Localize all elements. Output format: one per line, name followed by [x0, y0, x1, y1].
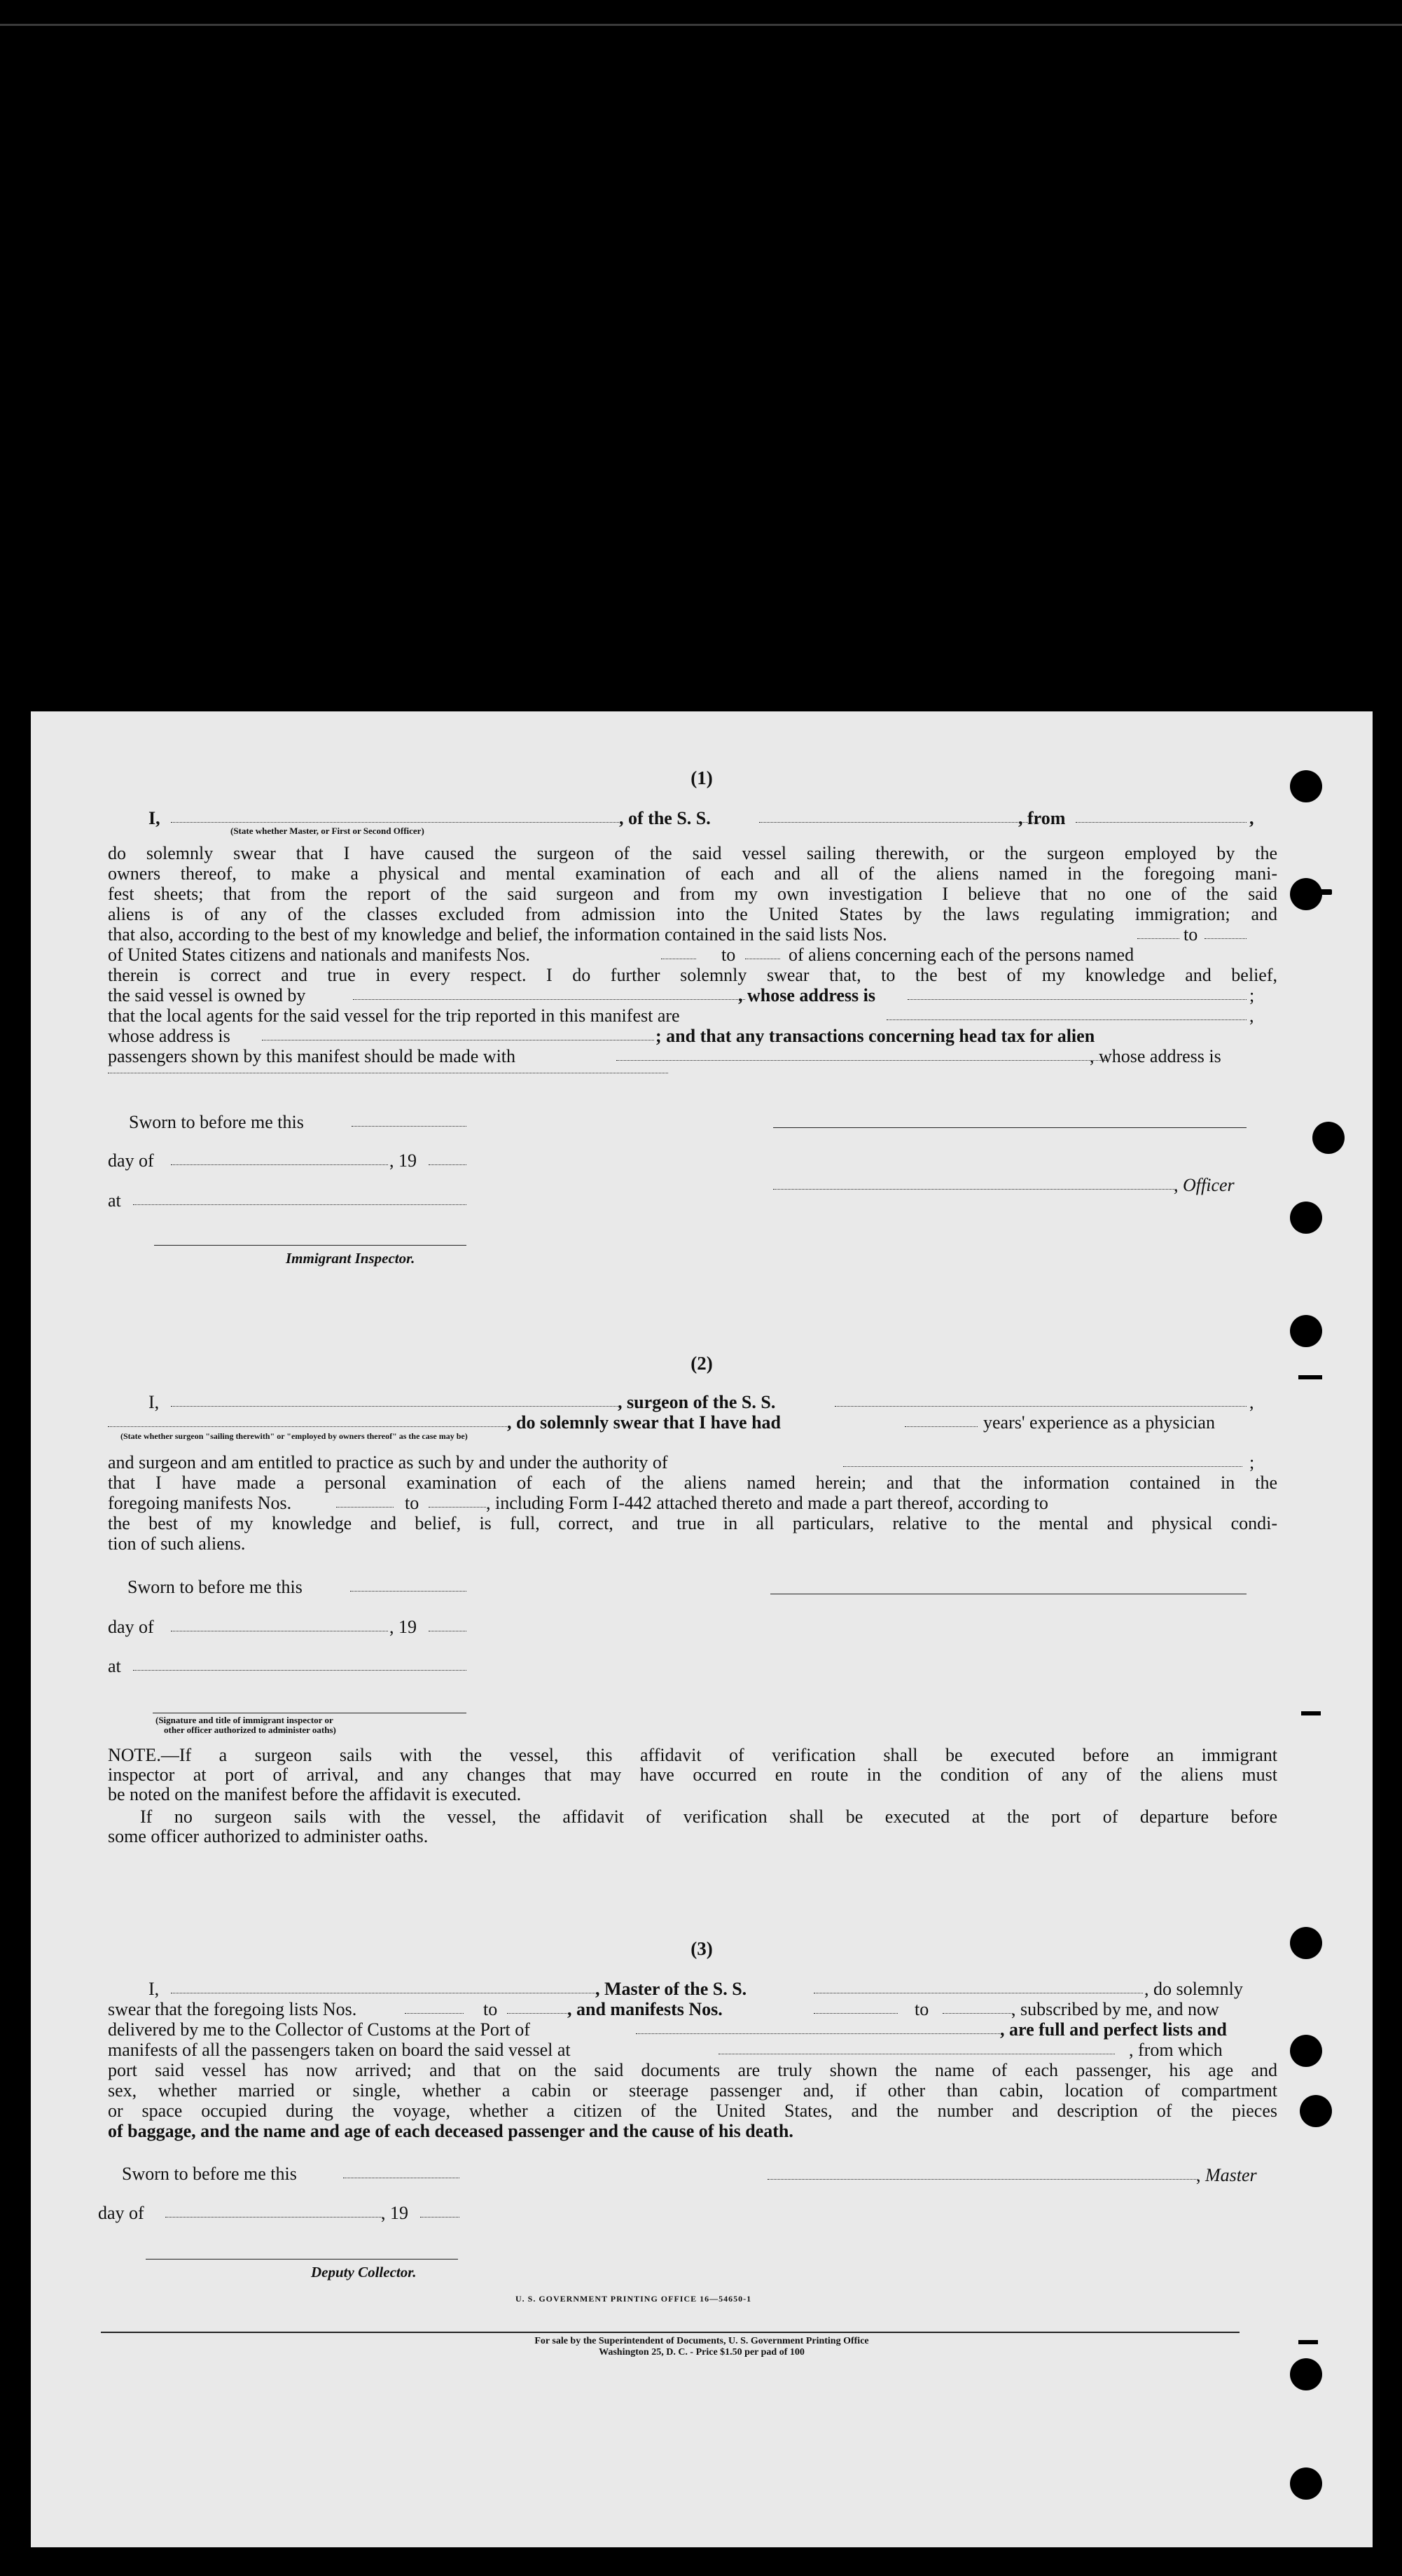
- s1-para-line: aliens is of any of the classes excluded from admission into the United States by the laws regulating immigration; and: [108, 904, 1277, 924]
- s3-deputy-label: Deputy Collector.: [311, 2264, 417, 2281]
- s1-at-blank[interactable]: [133, 1204, 466, 1205]
- s3-and-manifests: , and manifests Nos.: [567, 1999, 723, 2019]
- printing-office-line: U. S. GOVERNMENT PRINTING OFFICE 16—54650-1: [515, 2294, 752, 2304]
- s1-semicolon: ;: [1249, 985, 1255, 1005]
- s2-year: , 19: [389, 1617, 417, 1637]
- s3-to2: to: [915, 1999, 929, 2019]
- punch-hole: [1290, 2358, 1322, 2390]
- s1-owner-address-blank[interactable]: [908, 999, 1247, 1000]
- s2-to: to: [405, 1493, 419, 1513]
- s1-officer-blank[interactable]: [171, 822, 619, 823]
- s1-comma: ,: [1249, 808, 1254, 828]
- s2-para-line: foregoing manifests Nos.: [108, 1493, 292, 1513]
- s1-para-line: that the local agents for the said vessel for the trip reported in this manifest are: [108, 1005, 680, 1026]
- s3-solemnly: , do solemnly: [1144, 1979, 1243, 1999]
- s2-vessel-blank[interactable]: [835, 1406, 1247, 1407]
- punch-hole: [1290, 1202, 1322, 1234]
- s3-year-blank[interactable]: [420, 2217, 459, 2218]
- s1-year-blank[interactable]: [429, 1164, 466, 1165]
- s2-years-blank[interactable]: [905, 1426, 978, 1427]
- s2-at-blank[interactable]: [133, 1670, 466, 1671]
- s3-para-line: sex, whether married or single, whether a cabin or steerage passenger and, if other than cabin, location of compartment: [108, 2080, 1277, 2101]
- s3-para-line: swear that the foregoing lists Nos.: [108, 1999, 357, 2019]
- s2-para-line: the best of my knowledge and belief, is full, correct, and true in all particulars, relative to the mental and physical condi-: [108, 1513, 1277, 1533]
- scan-top-edge: [0, 24, 1402, 26]
- s1-head-tax-blank[interactable]: [616, 1060, 1106, 1061]
- s1-of-ss: , of the S. S.: [619, 808, 711, 828]
- s1-para-line: do solemnly swear that I have caused the surgeon of the said vessel sailing therewith, or the surgeon employed by the: [108, 843, 1277, 863]
- s3-master-ss: , Master of the S. S.: [595, 1979, 747, 1999]
- s3-perfect-lists: , are full and perfect lists and: [1000, 2019, 1227, 2040]
- s3-day-blank[interactable]: [165, 2217, 382, 2218]
- s1-para-line: fest sheets; that from the report of the said surgeon and from my own investigation I believe that no one of the said: [108, 884, 1277, 904]
- s2-note-line: inspector at port of arrival, and any changes that may have occurred en route in the condition of any of the aliens must: [108, 1764, 1277, 1785]
- s2-sworn-blank[interactable]: [350, 1591, 466, 1592]
- punch-hole: [1290, 2035, 1322, 2067]
- punch-hole: [1290, 1315, 1322, 1347]
- s1-lists-to-blank[interactable]: [1205, 938, 1247, 939]
- s1-inspector-line[interactable]: [154, 1245, 466, 1246]
- s2-name-blank[interactable]: [171, 1406, 619, 1407]
- s3-port-blank[interactable]: [636, 2033, 1000, 2034]
- s3-para-line: of baggage, and the name and age of each deceased passenger and the cause of his death.: [108, 2121, 793, 2141]
- s3-subscribed: , subscribed by me, and now: [1011, 1999, 1219, 2019]
- s2-form: , including Form I-442 attached thereto and made a part thereof, according to: [486, 1493, 1048, 1513]
- s2-sig-caption-1: (Signature and title of immigrant inspector or: [155, 1715, 333, 1725]
- s1-agents-blank[interactable]: [887, 1019, 1247, 1020]
- s1-whose-address: , whose address is: [738, 985, 876, 1005]
- s3-para-line: port said vessel has now arrived; and that on the said documents are truly shown the name of each passenger, his age and: [108, 2060, 1277, 2080]
- s1-vessel-blank[interactable]: [759, 822, 1039, 823]
- s1-signature-line[interactable]: [773, 1127, 1247, 1128]
- s1-whose-address-end: , whose address is: [1090, 1046, 1221, 1066]
- s1-para-line: therein is correct and true in every respect. I do further solemnly swear that, to the best of my knowledge and belief,: [108, 965, 1277, 985]
- s1-officer-caption: (State whether Master, or First or Second Officer): [230, 826, 424, 836]
- s1-day-blank[interactable]: [171, 1164, 388, 1165]
- s2-capacity-caption: (State whether surgeon "sailing therewith" or "employed by owners thereof" as the case may be): [120, 1431, 468, 1441]
- s2-capacity-blank[interactable]: [108, 1426, 507, 1427]
- footer-line-2: Washington 25, D. C. - Price $1.50 per pad of 100: [599, 2347, 805, 2358]
- s3-para-line: delivered by me to the Collector of Customs at the Port of: [108, 2019, 530, 2040]
- s2-note-line: If no surgeon sails with the vessel, the affidavit of verification shall be executed at the port of departure before: [140, 1806, 1277, 1827]
- s1-para-line: the said vessel is owned by: [108, 985, 306, 1005]
- s2-authority-blank[interactable]: [843, 1466, 1242, 1467]
- s2-note-line: some officer authorized to administer oaths.: [108, 1826, 429, 1846]
- s3-collector-line[interactable]: [146, 2259, 458, 2260]
- s2-manifests-from-blank[interactable]: [336, 1507, 394, 1508]
- s1-day-of: day of: [108, 1150, 154, 1171]
- s2-para-line: that I have made a personal examination of each of the aliens named herein; and that the information contained in the: [108, 1473, 1277, 1493]
- s1-i: I,: [148, 808, 160, 828]
- s1-of-aliens: of aliens concerning each of the persons named: [789, 945, 1134, 965]
- s1-from: , from: [1018, 808, 1066, 828]
- s1-inspector-label: Immigrant Inspector.: [286, 1250, 415, 1267]
- section-1-number: (1): [690, 767, 713, 788]
- s1-para-line: passengers shown by this manifest should be made with: [108, 1046, 516, 1066]
- footer-rule: [101, 2332, 1240, 2333]
- s3-year: , 19: [381, 2203, 408, 2223]
- s2-semicolon: ;: [1249, 1452, 1255, 1473]
- s3-to: to: [483, 1999, 498, 2019]
- section-3-number: (3): [690, 1938, 713, 1959]
- s3-manifests-from-blank[interactable]: [814, 2013, 898, 2014]
- s3-master-sig-blank[interactable]: [768, 2179, 1198, 2180]
- s2-swear: , do solemnly swear that I have had: [507, 1412, 782, 1433]
- s3-from-which: , from which: [1129, 2040, 1223, 2060]
- s1-to: to: [721, 945, 736, 965]
- s1-from-blank[interactable]: [1076, 822, 1247, 823]
- manifest-affidavit-page: [31, 711, 1373, 2547]
- s1-para-line: owners thereof, to make a physical and mental examination of each and all of the aliens named in the foregoing mani-: [108, 863, 1277, 884]
- s1-sworn-blank[interactable]: [352, 1126, 466, 1127]
- s2-at: at: [108, 1656, 121, 1676]
- s1-owner-blank[interactable]: [353, 999, 745, 1000]
- s2-i: I,: [148, 1392, 160, 1412]
- s3-para-line: or space occupied during the voyage, whether a citizen of the United States, and the number and description of the pieces: [108, 2101, 1277, 2121]
- s2-note-line: NOTE.—If a surgeon sails with the vessel, this affidavit of verification shall be executed before an immigrant: [108, 1745, 1277, 1765]
- s2-para-line: and surgeon and am entitled to practice as such by and under the authority of: [108, 1452, 668, 1473]
- s3-i: I,: [148, 1979, 160, 1999]
- s3-lists-from-blank[interactable]: [405, 2013, 464, 2014]
- s1-para-line: that also, according to the best of my knowledge and belief, the information contained in the said lists Nos.: [108, 924, 887, 945]
- s2-sworn: Sworn to before me this: [127, 1577, 303, 1597]
- s1-sworn: Sworn to before me this: [129, 1112, 304, 1132]
- s2-para-line: tion of such aliens.: [108, 1533, 246, 1554]
- s2-surgeon-ss: , surgeon of the S. S.: [618, 1392, 776, 1412]
- s3-day-of: day of: [98, 2203, 144, 2223]
- s2-comma: ,: [1249, 1392, 1254, 1412]
- s2-note-line: be noted on the manifest before the affidavit is executed.: [108, 1784, 522, 1804]
- s2-sig-caption-2: other officer authorized to administer oaths): [164, 1725, 336, 1735]
- s1-lists-from-blank[interactable]: [1137, 938, 1179, 939]
- s3-lists-to-blank[interactable]: [507, 2013, 569, 2014]
- punch-hole: [1300, 2095, 1332, 2127]
- s1-to: to: [1184, 924, 1198, 945]
- section-2-number: (2): [690, 1353, 713, 1374]
- s2-years: years' experience as a physician: [983, 1412, 1215, 1433]
- binder-mark: [1301, 1711, 1321, 1715]
- s1-comma2: ,: [1249, 1005, 1254, 1026]
- s1-para-line: of United States citizens and nationals and manifests Nos.: [108, 945, 530, 965]
- s1-year: , 19: [389, 1150, 417, 1171]
- punch-hole: [1312, 1122, 1345, 1154]
- s1-para-line: whose address is: [108, 1026, 230, 1046]
- s1-at: at: [108, 1190, 121, 1211]
- punch-hole: [1290, 2467, 1322, 2500]
- s1-officer-sig-blank[interactable]: [773, 1189, 1177, 1190]
- binder-mark: [1314, 889, 1332, 895]
- s1-head-tax: ; and that any transactions concerning head tax for alien: [655, 1026, 1095, 1046]
- s2-manifests-to-blank[interactable]: [429, 1507, 486, 1508]
- s2-day-of: day of: [108, 1617, 154, 1637]
- s3-para-line: manifests of all the passengers taken on board the said vessel at: [108, 2040, 571, 2060]
- s3-manifests-to-blank[interactable]: [943, 2013, 1013, 2014]
- binder-mark: [1298, 1375, 1322, 1379]
- s3-sworn: Sworn to before me this: [122, 2164, 297, 2184]
- s3-master-label: , Master: [1196, 2165, 1257, 2185]
- s1-officer-label: , Officer: [1174, 1175, 1235, 1195]
- footer-line-1: For sale by the Superintendent of Documents, U. S. Government Printing Office: [534, 2336, 869, 2346]
